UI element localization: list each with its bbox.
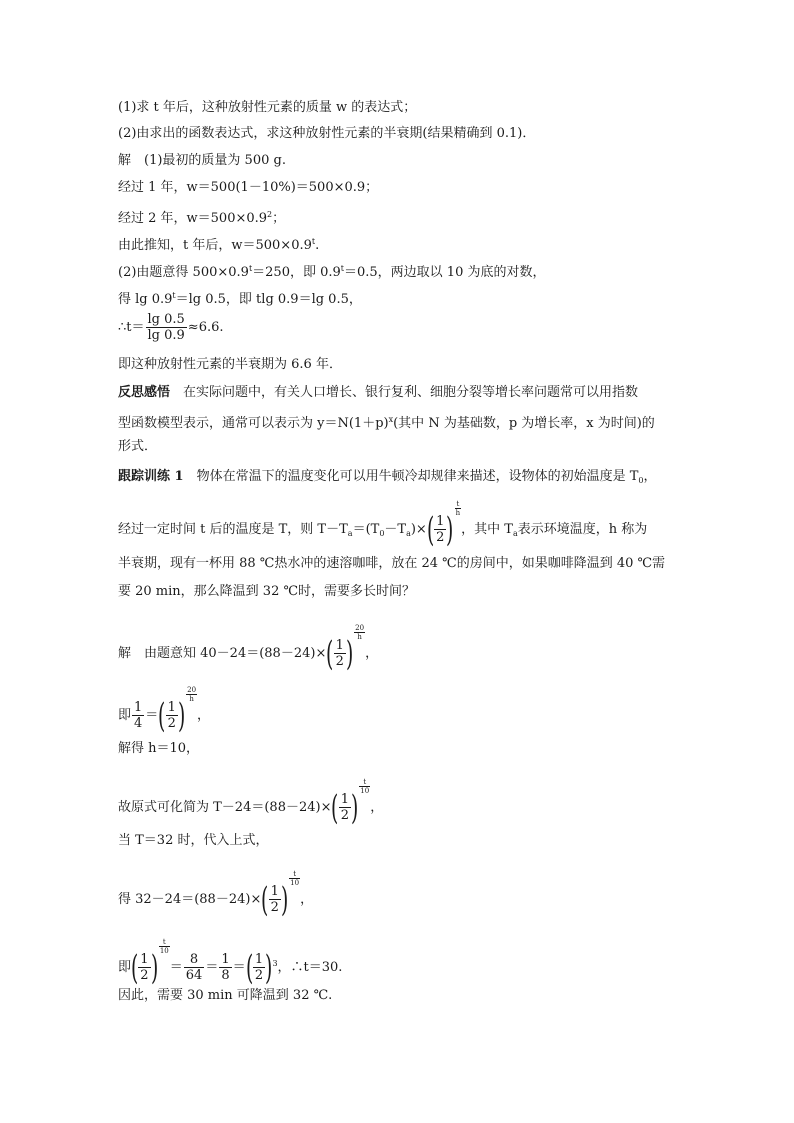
reflection-line-2: 型函数模型表示，通常可以表示为 $y=N(1+p)^x$(其中 N 为基础数，p 为增长率，x 为时间)的: [118, 415, 655, 431]
solution-step-1: 解 由题意知 40－24＝(88－24)×( $\frac{1}{2}$ ) $\frac{20}{h}$ ，: [118, 624, 379, 674]
part-2-equation: (2)由题意得 $500\times 0.9^t=250$，即 $0.9^t=0.5$，两边取以 10 为底的对数，: [118, 264, 546, 280]
solution-step-3: 解得 h＝10，: [118, 741, 200, 756]
one-half-fraction: $\frac{1}{2}$: [436, 514, 445, 545]
half-life-answer: 即这种放射性元素的半衰期为 6.6 年．: [118, 357, 342, 372]
question-2: (2)由求出的函数表达式，求这种放射性元素的半衰期(结果精确到 0.1)．: [118, 126, 536, 141]
solution-step-4: 故原式可化简为 T－24＝(88－24)×( $\frac{1}{2}$ ) $\frac{t}{10}$ ，: [118, 778, 384, 828]
solution-step-6: 得 32－24＝(88－24)×( $\frac{1}{2}$ ) $\frac{t}{10}$ ，: [118, 870, 314, 920]
log-fraction: $\frac{\lg 0.5}{\lg 0.9}$: [147, 312, 185, 343]
year-1-line: 经过 1 年，w＝500(1－10%)＝500×0.9；: [118, 180, 379, 195]
question-1: (1)求 t 年后，这种放射性元素的质量 w 的表达式；: [118, 100, 417, 115]
exercise-line-1: 跟踪训练 1 物体在常温下的温度变化可以用牛顿冷却规律来描述，设物体的初始温度是 $T_0$，: [118, 469, 657, 485]
therefore-line: ∴t＝ $\frac{\lg 0.5}{\lg 0.9}$ ≈6.6.: [118, 312, 224, 343]
reflection-line-1: 反思感悟 在实际问题中，有关人口增长、银行复利、细胞分裂等增长率问题常可以用指数: [118, 385, 639, 400]
solution-step-2: 即 $\frac{1}{4}$ ＝( $\frac{1}{2}$ ) $\frac{20}{h}$ ，: [118, 686, 211, 736]
year-2-line: 经过 2 年，$w=500\times 0.9^2$；: [118, 210, 286, 226]
exercise-line-4: 要 20 min，那么降温到 32 ℃时，需要多长时间？: [118, 584, 416, 599]
log-line: 得 $\lg 0.9^t=\lg$ 0.5，即 tlg 0.9＝lg 0.5，: [118, 291, 362, 307]
year-t-line: 由此推知，t 年后，$w=500\times 0.9^t$.: [118, 237, 320, 253]
conclusion: 因此，需要 30 min 可降温到 32 ℃.: [118, 988, 333, 1003]
solution-step-5: 当 T＝32 时，代入上式，: [118, 833, 269, 848]
exercise-title: 跟踪训练 1: [118, 469, 184, 484]
reflection-line-3: 形式．: [118, 439, 158, 454]
reflection-title: 反思感悟: [118, 385, 171, 400]
solution-intro: 解 (1)最初的质量为 500 g.: [118, 153, 286, 168]
solution-step-7: 即( $\frac{1}{2}$ ) $\frac{t}{10}$ ＝ $\frac{8}{64}$ ＝ $\frac{1}{8}$ ＝( $\frac{1}{2}$ )$^3$，∴t＝30.: [118, 938, 343, 988]
exercise-line-2: 经过一定时间 t 后的温度是 T，则 $T-T_a=(T_0-T_a)\times$( $\frac{1}{2}$ ) $\frac{t}{h}$ ，其中 $T_a$表示环境温度，h 称为: [118, 500, 648, 550]
exercise-line-3: 半衰期，现有一杯用 88 ℃热水冲的速溶咖啡，放在 24 ℃的房间中，如果咖啡降温到 40 ℃需: [118, 556, 666, 571]
